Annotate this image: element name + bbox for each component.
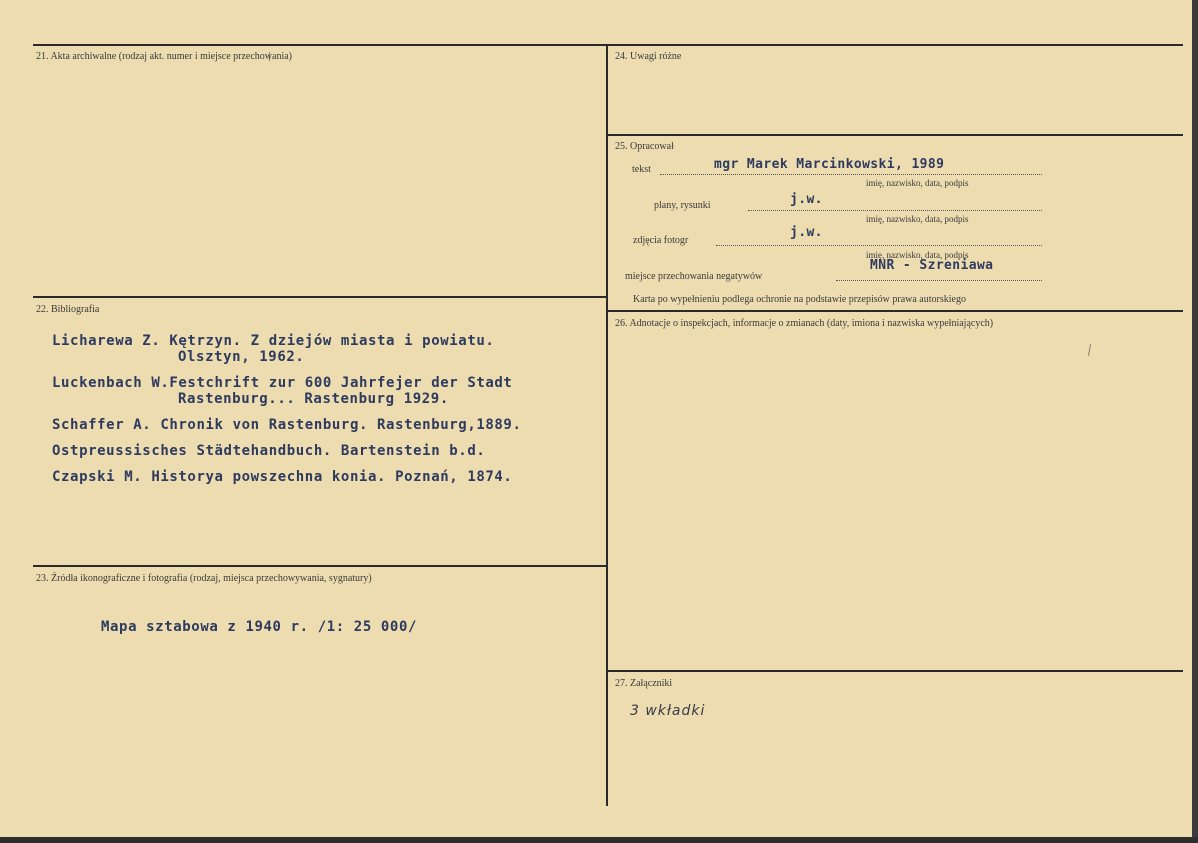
card-right-edge [1192,0,1198,843]
plany-value: j.w. [790,192,823,207]
zdjecia-caption: imię, nazwisko, data, podpis [866,250,969,260]
negatywy-value: MNR - Szreniawa [870,258,994,273]
bibliography-entry: Czapski M. Historya powszechna konia. Poznań, 1874. [52,469,513,485]
center-divider [606,44,608,806]
plany-label: plany, rysunki [654,200,711,211]
section-23-label: 23. Źródła ikonograficzne i fotografia (rodzaj, miejsca przechowywania, sygnatury) [36,573,372,584]
section-22-label: 22. Bibliografia [36,304,100,315]
rule-25-26 [606,310,1183,312]
tekst-caption: imię, nazwisko, data, podpis [866,178,969,188]
bibliography-entry: Licharewa Z. Kętrzyn. Z dziejów miasta i powiatu. [52,333,495,349]
plany-caption: imię, nazwisko, data, podpis [866,214,969,224]
section-24-label: 24. Uwagi różne [615,51,682,62]
rule-22-23 [33,565,608,567]
rule-26-27 [606,670,1183,672]
zdjecia-label: zdjęcia fotogr [633,235,689,246]
negatywy-line [836,280,1042,281]
bibliography-entry: Schaffer A. Chronik von Rastenburg. Rastenburg,1889. [52,417,522,433]
bibliography-entry-cont: Rastenburg... Rastenburg 1929. [178,391,449,407]
card-bottom-edge [0,837,1198,843]
zdjecia-value: j.w. [790,225,823,240]
section-27-label: 27. Załączniki [615,678,673,689]
rule-21-22 [33,296,608,298]
bibliography-entry-cont: Olsztyn, 1962. [178,349,305,365]
zdjecia-line [716,245,1042,246]
section-21-label: 21. Akta archiwalne (rodzaj akt. numer i miejsce przechowania) [36,51,293,62]
plany-line [748,210,1042,211]
section-26-label: 26. Adnotacje o inspekcjach, informacje o zmianach (daty, imiona i nazwiska wypełniających) [615,318,994,329]
rule-24-25 [606,134,1183,136]
top-rule [33,44,1183,46]
iconographic-source: Mapa sztabowa z 1940 r. /1: 25 000/ [101,619,418,635]
tekst-label: tekst [632,164,651,175]
negatywy-label: miejsce przechowania negatywów [625,271,763,282]
section-25-label: 25. Opracował [615,141,674,152]
tekst-line [660,174,1042,175]
copyright-note: Karta po wypełnieniu podlega ochronie na podstawie przepisów prawa autorskiego [633,294,966,305]
tekst-value: mgr Marek Marcinkowski, 1989 [714,157,945,172]
attachments-value: 3 wkładki [630,703,706,719]
bibliography-entry: Ostpreussisches Städtehandbuch. Bartenstein b.d. [52,443,486,459]
bibliography-entry: Luckenbach W.Festchrift zur 600 Jahrfejer der Stadt [52,375,513,391]
